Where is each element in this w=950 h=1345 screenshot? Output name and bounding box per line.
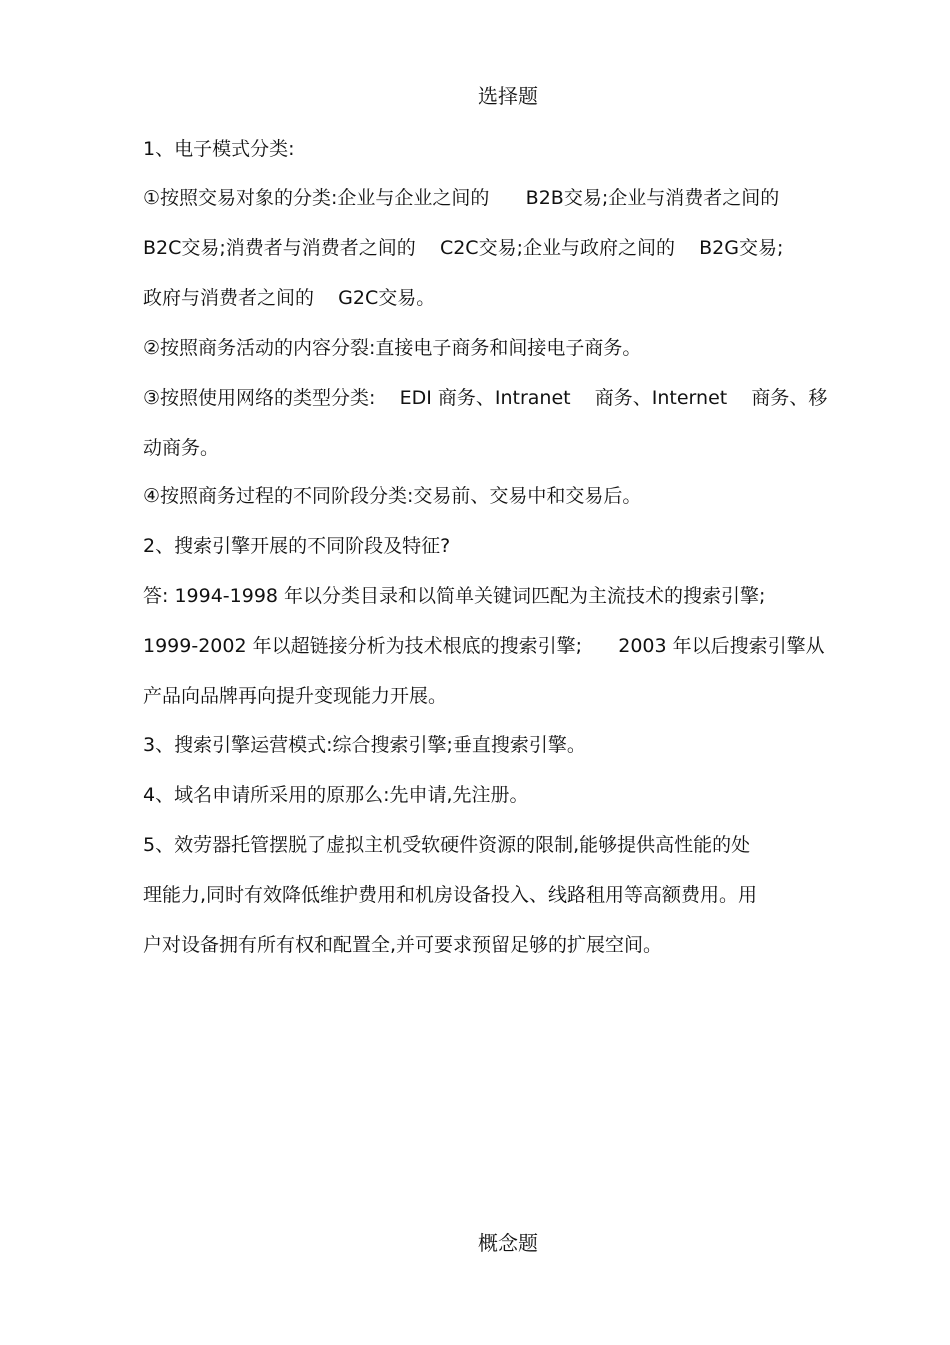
text-line-7: 动商务。 [143, 437, 220, 459]
text-line-16: 理能力,同时有效降低维护费用和机房设备投入、线路租用等高额费用。用 [143, 884, 758, 906]
text-line-8: ④按照商务过程的不同阶段分类:交易前、交易中和交易后。 [143, 485, 642, 507]
text-line-2: ①按照交易对象的分类:企业与企业之间的 B2B交易;企业与消费者之间的 [143, 187, 780, 209]
section-title-multiple-choice: 选择题 [478, 84, 538, 108]
text-line-5: ②按照商务活动的内容分裂:直接电子商务和间接电子商务。 [143, 337, 642, 359]
text-line-17: 户对设备拥有所有权和配置全,并可要求预留足够的扩展空间。 [143, 934, 663, 956]
section-title-concepts: 概念题 [478, 1231, 538, 1255]
text-line-3: B2C交易;消费者与消费者之间的 C2C交易;企业与政府之间的 B2G交易; [143, 237, 784, 259]
text-line-6: ③按照使用网络的类型分类: EDI 商务、Intranet 商务、Internet 商务、移 [143, 387, 828, 409]
text-line-10: 答: 1994-1998 年以分类目录和以简单关键词匹配为主流技术的搜索引擎; [143, 585, 766, 607]
text-line-14: 4、域名申请所采用的原那么:先申请,先注册。 [143, 784, 529, 806]
text-line-11: 1999-2002 年以超链接分析为技术根底的搜索引擎; 2003 年以后搜索引擎从 [143, 635, 825, 657]
text-line-9: 2、搜索引擎开展的不同阶段及特征? [143, 535, 451, 557]
text-line-13: 3、搜索引擎运营模式:综合搜索引擎;垂直搜索引擎。 [143, 734, 586, 756]
text-line-15: 5、效劳器托管摆脱了虚拟主机受软硬件资源的限制,能够提供高性能的处 [143, 834, 751, 856]
text-line-1: 1、电子模式分类: [143, 138, 295, 160]
text-line-4: 政府与消费者之间的 G2C交易。 [143, 287, 436, 309]
text-line-12: 产品向品牌再向提升变现能力开展。 [143, 685, 448, 707]
